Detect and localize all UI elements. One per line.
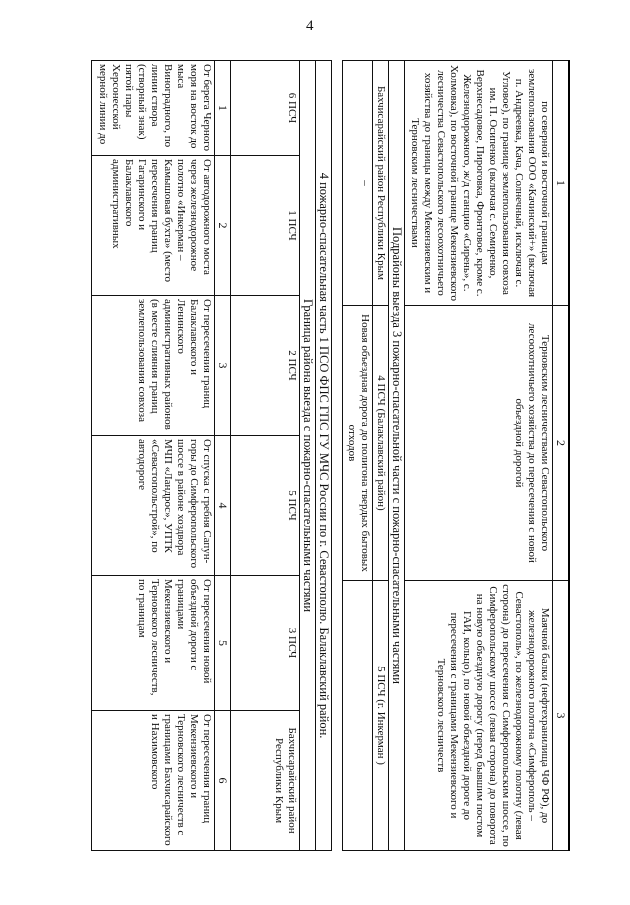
data-cell-3 bbox=[343, 581, 373, 851]
number-cell-5: 5 bbox=[215, 576, 231, 711]
table2-number-row bbox=[215, 61, 231, 851]
table2-title-row bbox=[316, 61, 332, 851]
table2-subtitle-row bbox=[300, 61, 316, 851]
rotated-table-region bbox=[70, 60, 570, 850]
header-1psch: 1 ПСЧ bbox=[231, 156, 300, 296]
row-cell-1: От берега Черного моря на восток до мыса Виноградного, по линии створа (створный знак) пятой пары Херсонесской мерной линии до bbox=[92, 61, 215, 156]
number-cell-4: 4 bbox=[215, 436, 231, 576]
header-cell-2: 2 bbox=[553, 306, 570, 581]
table-row bbox=[92, 61, 215, 851]
row-cell-4: От спуска с гребня Сапун-горы до Симферопольского шоссе в районе хоздвора МЧП «Ландрос», УПТК «Севастопольстрой», по автодороге bbox=[92, 436, 215, 576]
row-cell-5: От пересечения новой объездной дороги с границами Мекензиевского и Терновского лесничеств, по границам bbox=[92, 576, 215, 711]
page-number: 4 bbox=[306, 18, 314, 34]
row-cell-3: От пересечения границ Балаклавского и Ленинского административных районов (в месте слияния границ землепользования совхоза bbox=[92, 296, 215, 436]
subheader-bakhchisaray: Бахчисарайский район Республики Крым bbox=[373, 61, 389, 306]
table-fire-districts-part-2 bbox=[91, 60, 332, 851]
section-row bbox=[389, 61, 405, 851]
section-title: Подрайоны выезда 3 пожарно-спасательной части с пожарно-спасательными частями bbox=[389, 61, 405, 851]
boundary-cell-1: по северной и восточной границам землепользования ООО «Качинский+» (включая п. Андреевка, Кача, Солнечный, исключая с. Угловое), по границе землепользования совхоза им. П. Осипенко (включая с. Семиренко, Верхнесадовое, Пироговка, Фронтовое, кроме с. Железнодорожного, ж/д станцию «Сирень», с. Холмовка), по восточной границе Мекензиевского лесничества Севастопольского лесоохотничьего хозяйства до границы между Мекензиевским и Терновским лесничествами bbox=[405, 61, 553, 306]
table2-subtitle: Граница района выезда с пожарно-спасательными частями bbox=[300, 61, 316, 851]
subheader-row bbox=[373, 61, 389, 851]
header-5psch: 5 ПСЧ bbox=[231, 436, 300, 576]
boundary-cell-3: Маячной балки (нефтехранилища ЧФ РФ), до железнодорожного полотна «Симферополь – Севастополь», по железнодорожному полотну (левая сторона) до пересечения с Симферопольским шоссе, по Симферопольскому шоссе (левая сторона) до поворота на новую объездную дорогу (перед бывшим постом ГАИ, кольцо), по новой объездной дороге до пересечения с границами Мекензиевского и Терновского лесничеств bbox=[405, 581, 553, 851]
table-row bbox=[343, 61, 373, 851]
header-3psch: 3 ПСЧ bbox=[231, 576, 300, 711]
row-cell-6: От пересечения границ Мекензиевского и Терновского лесничеств с границами Бахчисарайского и Нахимовского bbox=[92, 711, 215, 851]
data-cell-1: – bbox=[343, 61, 373, 306]
subheader-5psch: 5 ПСЧ (г. Инкерман ) bbox=[373, 581, 389, 851]
table-row bbox=[405, 61, 553, 851]
number-cell-3: 3 bbox=[215, 296, 231, 436]
header-6psch: 6 ПСЧ bbox=[231, 61, 300, 156]
header-cell-1: 1 bbox=[553, 61, 570, 306]
header-bakhchisaray: Бахчисарайский район Республики Крым bbox=[231, 711, 300, 851]
boundary-cell-2: Терновским лесничествами Севастопольского лесоохотничьего хозяйства до пересечения с новой объездной дорогой bbox=[405, 306, 553, 581]
header-row bbox=[553, 61, 570, 851]
table2-title: 4 пожарно-спасательная часть 1 ПСО ФПС ГПС ГУ МЧС России по г. Севастополю. Балаклавский район. bbox=[316, 61, 332, 851]
number-cell-1: 1 bbox=[215, 61, 231, 156]
data-cell-2: Новая объездная дорога до полигона твердых бытовых отходов bbox=[343, 306, 373, 581]
header-cell-3: 3 bbox=[553, 581, 570, 851]
number-cell-6: 6 bbox=[215, 711, 231, 851]
table2-header-row bbox=[231, 61, 300, 851]
row-cell-2: От автодорожного моста через железнодорожное полотно «Инкерман – Камышовая бухта» (место пересечения границ Гагаринского и Балаклавского административных bbox=[92, 156, 215, 296]
number-cell-2: 2 bbox=[215, 156, 231, 296]
table-fire-districts-part-1 bbox=[342, 60, 570, 851]
header-2psch: 2 ПСЧ bbox=[231, 296, 300, 436]
subheader-4psch: 4 ПСЧ (Балаклавский район) bbox=[373, 306, 389, 581]
